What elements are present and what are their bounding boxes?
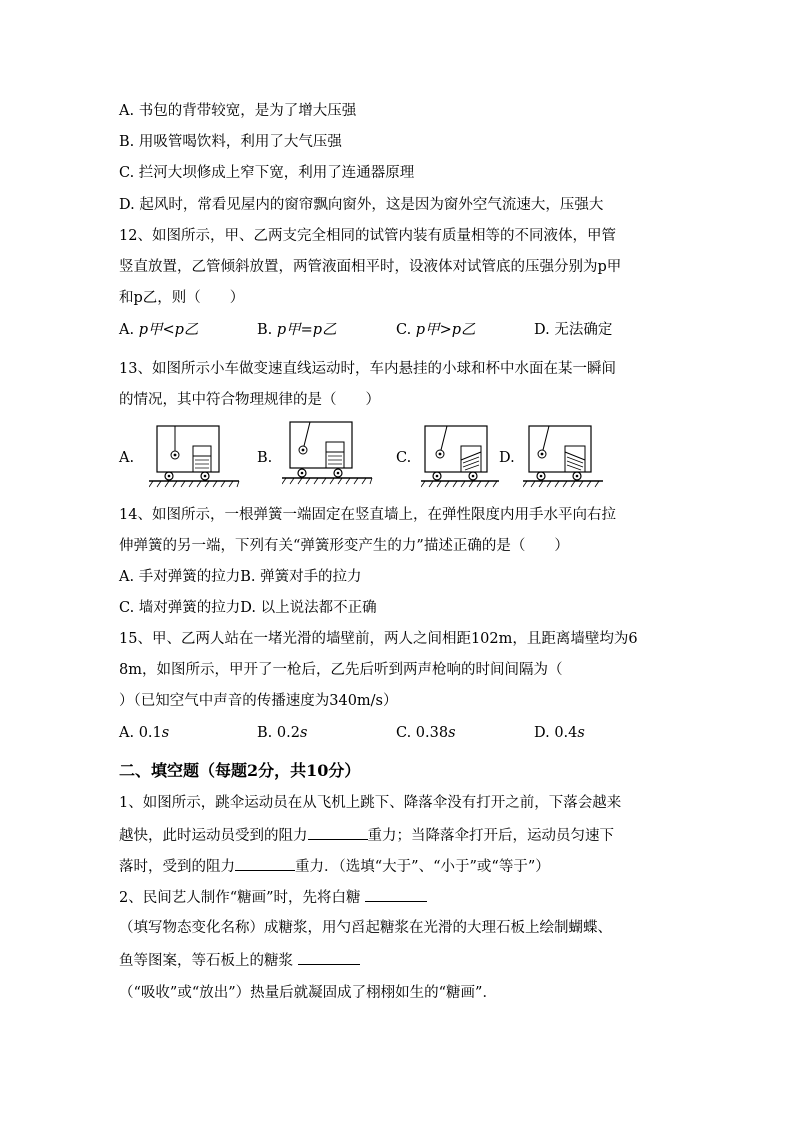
q11-option-b: B. 用吸管喝饮料，利用了大气压强 <box>119 134 342 150</box>
f2-blank-2[interactable] <box>298 949 360 965</box>
section-heading-fill-in: 二、填空题（每题2分，共10分） <box>119 761 361 780</box>
q13-stem-line1: 13、如图所示小车做变速直线运动时，车内悬挂的小球和杯中水面在某一瞬间 <box>119 361 616 377</box>
q14-options-ab: A. 手对弹簧的拉力B. 弹簧对手的拉力 <box>119 569 362 585</box>
cart-figure-c <box>421 420 521 490</box>
q15-option-c: C. 0.38s <box>396 725 456 741</box>
q15-option-d: D. 0.4s <box>534 725 585 741</box>
q13-figure-row <box>119 420 619 490</box>
q12-stem-line1: 12、如图所示，甲、乙两支完全相同的试管内装有质量相等的不同液体，甲管 <box>119 228 616 244</box>
q12-option-a: A. p甲<p乙 <box>119 322 199 338</box>
q12-option-c: C. p甲>p乙 <box>396 322 476 338</box>
q13-label-b: B. <box>257 450 273 466</box>
q15-stem-line3: ）（已知空气中声音的传播速度为340m/s） <box>119 693 398 709</box>
q11-option-d: D. 起风时，常看见屋内的窗帘飘向窗外，这是因为窗外空气流速大，压强大 <box>119 197 604 213</box>
q11-option-c: C. 拦河大坝修成上窄下宽，利用了连通器原理 <box>119 165 415 181</box>
q13-stem-line2: 的情况，其中符合物理规律的是（ ） <box>119 392 380 408</box>
f1-line3: 落时，受到的阻力 重力．（选填“大于”、“小于”或“等于”） <box>119 855 550 877</box>
q15-stem-line1: 15、甲、乙两人站在一堵光滑的墙壁前，两人之间相距102m，且距离墙壁均为6 <box>119 631 638 647</box>
f1-line2: 越快，此时运动员受到的阻力 重力；当降落伞打开后，运动员匀速下 <box>119 824 614 846</box>
f1-blank-2[interactable] <box>235 855 295 871</box>
q12-option-b: B. p甲=p乙 <box>257 322 337 338</box>
f1-blank-1[interactable] <box>308 824 368 840</box>
f1-line1: 1、如图所示，跳伞运动员在从飞机上跳下、降落伞没有打开之前，下落会越来 <box>119 795 622 811</box>
q13-label-c: C. <box>396 450 412 466</box>
q11-option-a: A. 书包的背带较宽，是为了增大压强 <box>119 103 357 119</box>
f2-line3: 鱼等图案，等石板上的糖浆 <box>119 949 360 971</box>
q12-stem-line2: 竖直放置，乙管倾斜放置，两管液面相平时，设液体对试管底的压强分别为p甲 <box>119 259 622 275</box>
q12-stem-line3: 和p乙，则（ ） <box>119 290 245 306</box>
f2-line4: （“吸收”或“放出”）热量后就凝固成了栩栩如生的“糖画”． <box>119 985 497 1001</box>
q13-label-a: A. <box>119 450 135 466</box>
f2-blank-1[interactable] <box>365 886 427 902</box>
q14-stem-line1: 14、如图所示，一根弹簧一端固定在竖直墙上，在弹性限度内用手水平向右拉 <box>119 507 616 523</box>
q15-stem-line2: 8m，如图所示，甲开了一枪后，乙先后听到两声枪响的时间间隔为（ <box>119 662 563 678</box>
cart-figure-b <box>282 420 382 490</box>
q14-options-cd: C. 墙对弹簧的拉力D. 以上说法都不正确 <box>119 600 377 616</box>
cart-figure-d <box>523 420 623 490</box>
q12-option-d: D. 无法确定 <box>534 322 613 338</box>
q13-label-d: D. <box>499 450 515 466</box>
q15-option-b: B. 0.2s <box>257 725 308 741</box>
q15-option-a: A. 0.1s <box>119 725 170 741</box>
cart-figure-a <box>149 420 249 490</box>
q14-stem-line2: 伸弹簧的另一端，下列有关“弹簧形变产生的力”描述正确的是（ ） <box>119 538 569 554</box>
f2-line1: 2、民间艺人制作“糖画”时，先将白糖 <box>119 886 427 908</box>
f2-line2: （填写物态变化名称）成糖浆，用勺舀起糖浆在光滑的大理石板上绘制蝴蝶、 <box>119 920 612 936</box>
